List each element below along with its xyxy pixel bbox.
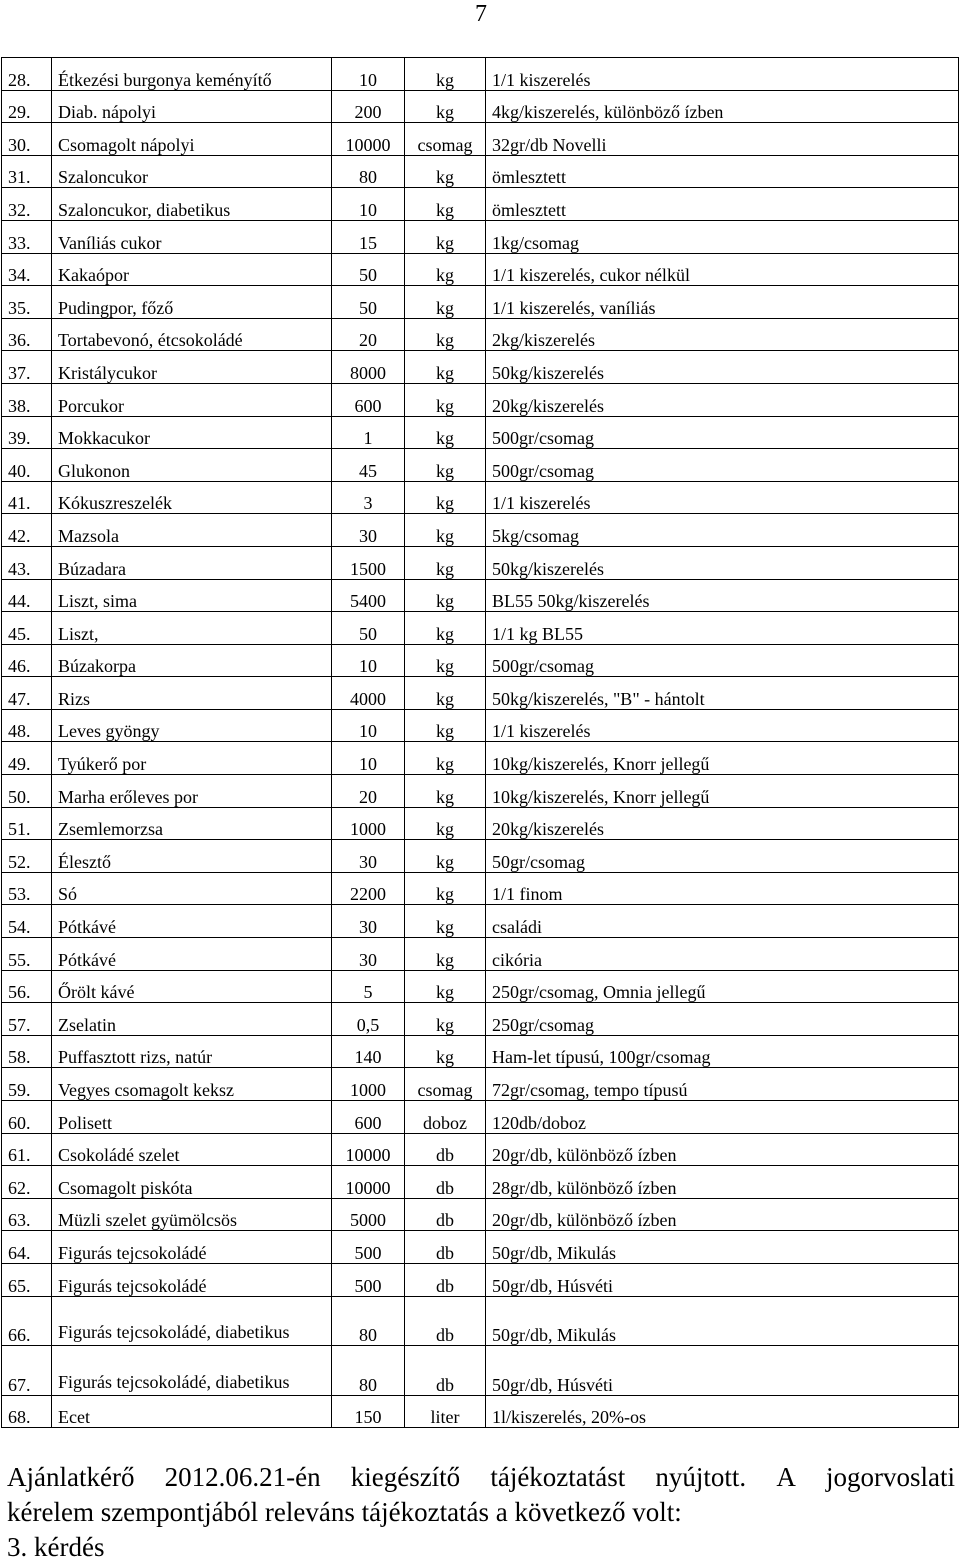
cell-quantity: 500 — [332, 1231, 405, 1264]
footer-word: Ajánlatkérő — [7, 1462, 135, 1492]
cell-description: 1/1 kiszerelés, vaníliás — [486, 286, 959, 319]
cell-row-number: 47. — [2, 677, 52, 710]
cell-row-number: 49. — [2, 742, 52, 775]
table-row — [2, 612, 959, 645]
cell-description: 50gr/db, Mikulás — [486, 1296, 959, 1346]
cell-description: 500gr/csomag — [486, 644, 959, 677]
cell-unit: kg — [405, 775, 486, 808]
table-row — [2, 188, 959, 221]
cell-unit: kg — [405, 449, 486, 482]
footer-line-2: kérelem szempontjából releváns tájékoztatás a következő volt: — [7, 1497, 682, 1527]
cell-quantity: 10 — [332, 742, 405, 775]
cell-row-number: 34. — [2, 253, 52, 286]
cell-row-number: 31. — [2, 155, 52, 188]
cell-unit: kg — [405, 58, 486, 91]
cell-quantity: 0,5 — [332, 1003, 405, 1036]
cell-quantity: 200 — [332, 90, 405, 123]
table-row — [2, 1395, 959, 1428]
cell-quantity: 45 — [332, 449, 405, 482]
cell-item-name: Kristálycukor — [52, 351, 332, 384]
cell-row-number: 38. — [2, 383, 52, 416]
cell-quantity: 10 — [332, 188, 405, 221]
cell-quantity: 30 — [332, 514, 405, 547]
cell-item-name: Kókuszreszelék — [52, 481, 332, 514]
cell-unit: kg — [405, 612, 486, 645]
cell-quantity: 10000 — [332, 123, 405, 156]
cell-quantity: 80 — [332, 1296, 405, 1346]
cell-row-number: 61. — [2, 1133, 52, 1166]
cell-unit: kg — [405, 155, 486, 188]
cell-unit: db — [405, 1263, 486, 1296]
cell-description: 20gr/db, különböző ízben — [486, 1198, 959, 1231]
cell-item-name: Müzli szelet gyümölcsös — [52, 1198, 332, 1231]
cell-quantity: 80 — [332, 1346, 405, 1396]
table-row — [2, 1166, 959, 1199]
table-row — [2, 775, 959, 808]
cell-item-name: Diab. nápolyi — [52, 90, 332, 123]
table-row — [2, 872, 959, 905]
cell-item-name: Őrölt kávé — [52, 970, 332, 1003]
cell-row-number: 56. — [2, 970, 52, 1003]
cell-quantity: 1000 — [332, 807, 405, 840]
cell-row-number: 65. — [2, 1263, 52, 1296]
cell-unit: db — [405, 1133, 486, 1166]
cell-unit: kg — [405, 188, 486, 221]
cell-description: 72gr/csomag, tempo típusú — [486, 1068, 959, 1101]
cell-quantity: 1000 — [332, 1068, 405, 1101]
cell-description: 1/1 kiszerelés, cukor nélkül — [486, 253, 959, 286]
cell-description: 120db/doboz — [486, 1101, 959, 1134]
cell-row-number: 32. — [2, 188, 52, 221]
cell-unit: kg — [405, 905, 486, 938]
cell-description: 1kg/csomag — [486, 220, 959, 253]
cell-item-name: Figurás tejcsokoládé, diabetikus — [52, 1296, 332, 1346]
cell-quantity: 15 — [332, 220, 405, 253]
table-row — [2, 1035, 959, 1068]
cell-row-number: 46. — [2, 644, 52, 677]
cell-quantity: 10 — [332, 644, 405, 677]
cell-item-name: Ecet — [52, 1395, 332, 1428]
cell-description: ömlesztett — [486, 188, 959, 221]
cell-item-name: Polisett — [52, 1101, 332, 1134]
cell-item-name: Élesztő — [52, 840, 332, 873]
cell-quantity: 20 — [332, 775, 405, 808]
table-row — [2, 514, 959, 547]
cell-unit: db — [405, 1296, 486, 1346]
cell-description: 50gr/db, Húsvéti — [486, 1263, 959, 1296]
cell-unit: kg — [405, 318, 486, 351]
cell-description: 28gr/db, különböző ízben — [486, 1166, 959, 1199]
cell-row-number: 58. — [2, 1035, 52, 1068]
cell-item-name: Figurás tejcsokoládé — [52, 1231, 332, 1264]
cell-item-name: Rizs — [52, 677, 332, 710]
cell-row-number: 67. — [2, 1346, 52, 1396]
cell-item-name: Tortabevonó, étcsokoládé — [52, 318, 332, 351]
cell-row-number: 52. — [2, 840, 52, 873]
cell-quantity: 150 — [332, 1395, 405, 1428]
cell-item-name: Leves gyöngy — [52, 709, 332, 742]
cell-row-number: 28. — [2, 58, 52, 91]
cell-unit: csomag — [405, 123, 486, 156]
cell-item-name: Búzadara — [52, 546, 332, 579]
cell-description: 50kg/kiszerelés — [486, 546, 959, 579]
cell-description: 2kg/kiszerelés — [486, 318, 959, 351]
cell-description: 50gr/db, Húsvéti — [486, 1346, 959, 1396]
table-row — [2, 1296, 959, 1346]
table-row — [2, 155, 959, 188]
cell-item-name: Kakaópor — [52, 253, 332, 286]
cell-quantity: 10 — [332, 709, 405, 742]
cell-quantity: 5000 — [332, 1198, 405, 1231]
cell-row-number: 66. — [2, 1296, 52, 1346]
cell-description: 50gr/db, Mikulás — [486, 1231, 959, 1264]
cell-unit: kg — [405, 1035, 486, 1068]
cell-unit: kg — [405, 90, 486, 123]
table-row — [2, 1231, 959, 1264]
cell-row-number: 62. — [2, 1166, 52, 1199]
table-row — [2, 840, 959, 873]
table-row — [2, 938, 959, 971]
cell-description: 50kg/kiszerelés — [486, 351, 959, 384]
cell-item-name: Vegyes csomagolt keksz — [52, 1068, 332, 1101]
cell-quantity: 4000 — [332, 677, 405, 710]
cell-item-name: Csomagolt piskóta — [52, 1166, 332, 1199]
cell-row-number: 51. — [2, 807, 52, 840]
cell-description: 20kg/kiszerelés — [486, 807, 959, 840]
cell-quantity: 30 — [332, 938, 405, 971]
cell-description: 1l/kiszerelés, 20%-os — [486, 1395, 959, 1428]
footer-word: jogorvoslati — [825, 1462, 955, 1492]
table-row — [2, 1068, 959, 1101]
cell-description: 250gr/csomag, Omnia jellegű — [486, 970, 959, 1003]
cell-item-name: Szaloncukor, diabetikus — [52, 188, 332, 221]
cell-unit: db — [405, 1198, 486, 1231]
cell-quantity: 500 — [332, 1263, 405, 1296]
cell-description: 50gr/csomag — [486, 840, 959, 873]
cell-quantity: 3 — [332, 481, 405, 514]
cell-quantity: 600 — [332, 383, 405, 416]
cell-quantity: 50 — [332, 612, 405, 645]
cell-unit: db — [405, 1231, 486, 1264]
cell-description: 20kg/kiszerelés — [486, 383, 959, 416]
cell-unit: kg — [405, 872, 486, 905]
cell-item-name: Liszt, sima — [52, 579, 332, 612]
table-row — [2, 1101, 959, 1134]
footer-word: kiegészítő — [350, 1462, 461, 1492]
table-row — [2, 742, 959, 775]
table-row — [2, 90, 959, 123]
cell-quantity: 80 — [332, 155, 405, 188]
cell-unit: kg — [405, 416, 486, 449]
cell-description: 10kg/kiszerelés, Knorr jellegű — [486, 742, 959, 775]
cell-row-number: 37. — [2, 351, 52, 384]
cell-description: 5kg/csomag — [486, 514, 959, 547]
cell-quantity: 5400 — [332, 579, 405, 612]
cell-description: ömlesztett — [486, 155, 959, 188]
cell-item-name: Porcukor — [52, 383, 332, 416]
table-row — [2, 416, 959, 449]
cell-unit: db — [405, 1346, 486, 1396]
table-row — [2, 709, 959, 742]
cell-row-number: 54. — [2, 905, 52, 938]
cell-description: 1/1 kiszerelés — [486, 58, 959, 91]
cell-item-name: Puffasztott rizs, natúr — [52, 1035, 332, 1068]
cell-item-name: Figurás tejcsokoládé, diabetikus — [52, 1346, 332, 1396]
cell-row-number: 42. — [2, 514, 52, 547]
table-row — [2, 1133, 959, 1166]
cell-row-number: 53. — [2, 872, 52, 905]
cell-item-name: Étkezési burgonya keményítő — [52, 58, 332, 91]
cell-description: 1/1 kiszerelés — [486, 709, 959, 742]
table-row — [2, 677, 959, 710]
table-row — [2, 286, 959, 319]
cell-item-name: Liszt, — [52, 612, 332, 645]
cell-row-number: 60. — [2, 1101, 52, 1134]
cell-unit: kg — [405, 383, 486, 416]
cell-unit: kg — [405, 286, 486, 319]
cell-row-number: 30. — [2, 123, 52, 156]
footer-line-1 — [7, 1460, 955, 1495]
cell-description: 20gr/db, különböző ízben — [486, 1133, 959, 1166]
table-row — [2, 123, 959, 156]
cell-unit: kg — [405, 253, 486, 286]
cell-quantity: 30 — [332, 840, 405, 873]
cell-quantity: 2200 — [332, 872, 405, 905]
cell-unit: kg — [405, 677, 486, 710]
cell-description: 1/1 kiszerelés — [486, 481, 959, 514]
cell-description: 1/1 kg BL55 — [486, 612, 959, 645]
table-row — [2, 1198, 959, 1231]
cell-description: Ham-let típusú, 100gr/csomag — [486, 1035, 959, 1068]
cell-description: családi — [486, 905, 959, 938]
footer-word: A — [776, 1462, 796, 1492]
cell-row-number: 43. — [2, 546, 52, 579]
cell-row-number: 59. — [2, 1068, 52, 1101]
cell-quantity: 20 — [332, 318, 405, 351]
table-row — [2, 481, 959, 514]
cell-row-number: 48. — [2, 709, 52, 742]
cell-row-number: 63. — [2, 1198, 52, 1231]
cell-row-number: 50. — [2, 775, 52, 808]
cell-description: 50kg/kiszerelés, "B" - hántolt — [486, 677, 959, 710]
table-row — [2, 220, 959, 253]
cell-unit: kg — [405, 938, 486, 971]
cell-quantity: 50 — [332, 253, 405, 286]
table-row — [2, 318, 959, 351]
cell-description: 10kg/kiszerelés, Knorr jellegű — [486, 775, 959, 808]
cell-row-number: 35. — [2, 286, 52, 319]
cell-unit: kg — [405, 840, 486, 873]
cell-quantity: 8000 — [332, 351, 405, 384]
table-row — [2, 644, 959, 677]
cell-quantity: 10000 — [332, 1133, 405, 1166]
table-row — [2, 253, 959, 286]
cell-quantity: 5 — [332, 970, 405, 1003]
cell-item-name: Zselatin — [52, 1003, 332, 1036]
cell-item-name: Csomagolt nápolyi — [52, 123, 332, 156]
table-row — [2, 449, 959, 482]
cell-description: BL55 50kg/kiszerelés — [486, 579, 959, 612]
cell-row-number: 44. — [2, 579, 52, 612]
footer-text — [7, 1460, 955, 1565]
cell-unit: liter — [405, 1395, 486, 1428]
cell-unit: doboz — [405, 1101, 486, 1134]
table-row — [2, 1346, 959, 1396]
cell-unit: kg — [405, 514, 486, 547]
cell-quantity: 10 — [332, 58, 405, 91]
cell-row-number: 68. — [2, 1395, 52, 1428]
cell-quantity: 1500 — [332, 546, 405, 579]
cell-row-number: 64. — [2, 1231, 52, 1264]
cell-quantity: 50 — [332, 286, 405, 319]
cell-item-name: Tyúkerő por — [52, 742, 332, 775]
cell-item-name: Mazsola — [52, 514, 332, 547]
table-row — [2, 383, 959, 416]
cell-item-name: Pótkávé — [52, 938, 332, 971]
cell-item-name: Csokoládé szelet — [52, 1133, 332, 1166]
cell-row-number: 41. — [2, 481, 52, 514]
table-row — [2, 58, 959, 91]
cell-quantity: 1 — [332, 416, 405, 449]
cell-unit: csomag — [405, 1068, 486, 1101]
cell-description: 32gr/db Novelli — [486, 123, 959, 156]
cell-description: cikória — [486, 938, 959, 971]
cell-item-name: Mokkacukor — [52, 416, 332, 449]
cell-description: 250gr/csomag — [486, 1003, 959, 1036]
cell-row-number: 40. — [2, 449, 52, 482]
cell-quantity: 140 — [332, 1035, 405, 1068]
table-row — [2, 905, 959, 938]
cell-item-name: Pudingpor, főző — [52, 286, 332, 319]
cell-item-name: Búzakorpa — [52, 644, 332, 677]
table-row — [2, 1263, 959, 1296]
table-row — [2, 546, 959, 579]
cell-description: 500gr/csomag — [486, 449, 959, 482]
cell-description: 1/1 finom — [486, 872, 959, 905]
table-row — [2, 1003, 959, 1036]
cell-item-name: Marha erőleves por — [52, 775, 332, 808]
cell-row-number: 39. — [2, 416, 52, 449]
table-row — [2, 351, 959, 384]
cell-unit: kg — [405, 481, 486, 514]
cell-unit: kg — [405, 546, 486, 579]
cell-row-number: 29. — [2, 90, 52, 123]
footer-word: 2012.06.21-én — [164, 1462, 321, 1492]
cell-description: 4kg/kiszerelés, különböző ízben — [486, 90, 959, 123]
cell-unit: kg — [405, 742, 486, 775]
footer-line-3: 3. kérdés — [7, 1532, 105, 1562]
page-number: 7 — [475, 1, 487, 27]
table-row — [2, 807, 959, 840]
cell-unit: kg — [405, 644, 486, 677]
cell-item-name: Szaloncukor — [52, 155, 332, 188]
footer-word: nyújtott. — [655, 1462, 747, 1492]
cell-item-name: Figurás tejcsokoládé — [52, 1263, 332, 1296]
cell-item-name: Zsemlemorzsa — [52, 807, 332, 840]
cell-quantity: 600 — [332, 1101, 405, 1134]
cell-unit: kg — [405, 220, 486, 253]
cell-unit: kg — [405, 807, 486, 840]
footer-word: tájékoztatást — [490, 1462, 626, 1492]
cell-unit: db — [405, 1166, 486, 1199]
cell-row-number: 45. — [2, 612, 52, 645]
cell-description: 500gr/csomag — [486, 416, 959, 449]
cell-item-name: Glukonon — [52, 449, 332, 482]
product-table — [1, 57, 959, 1428]
cell-unit: kg — [405, 579, 486, 612]
cell-unit: kg — [405, 970, 486, 1003]
cell-unit: kg — [405, 709, 486, 742]
cell-unit: kg — [405, 351, 486, 384]
cell-item-name: Pótkávé — [52, 905, 332, 938]
cell-row-number: 55. — [2, 938, 52, 971]
cell-item-name: Só — [52, 872, 332, 905]
cell-row-number: 57. — [2, 1003, 52, 1036]
cell-quantity: 10000 — [332, 1166, 405, 1199]
table-row — [2, 579, 959, 612]
table-row — [2, 970, 959, 1003]
cell-item-name: Vaníliás cukor — [52, 220, 332, 253]
cell-quantity: 30 — [332, 905, 405, 938]
cell-unit: kg — [405, 1003, 486, 1036]
cell-row-number: 36. — [2, 318, 52, 351]
cell-row-number: 33. — [2, 220, 52, 253]
